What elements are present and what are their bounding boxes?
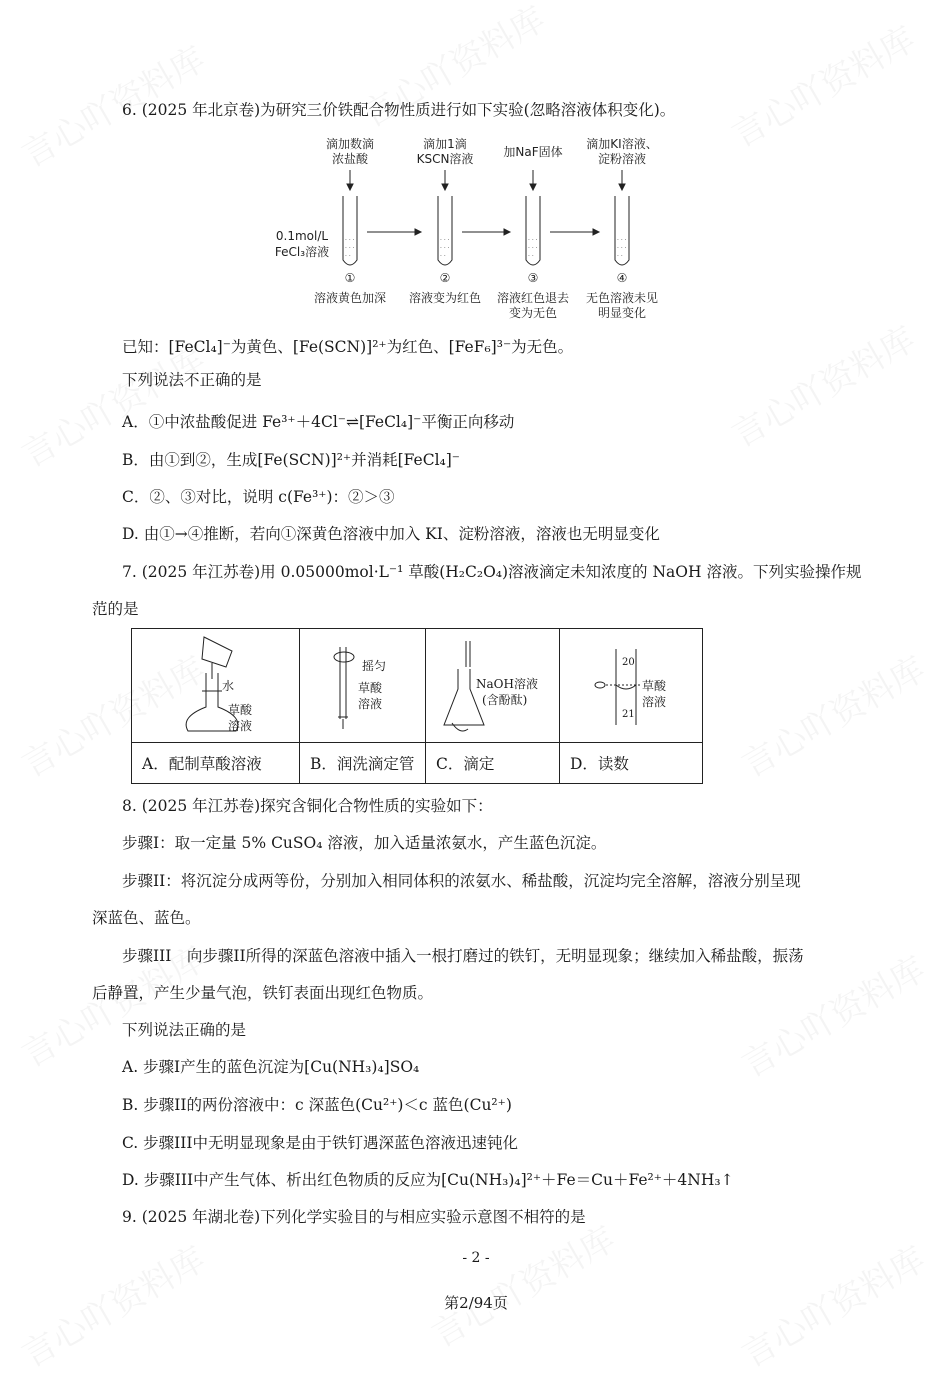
page-number: - 2 - [462, 1250, 490, 1266]
q8-option-a: A. 步骤I产生的蓝色沉淀为[Cu(NH₃)₄]SO₄ [122, 1058, 420, 1076]
tube-num-3: ③ [527, 271, 539, 285]
svg-text:· · ·: · · · [440, 237, 450, 244]
cell-c-image [426, 629, 560, 743]
q8-ask: 下列说法正确的是 [122, 1021, 247, 1039]
cell-d-image [560, 629, 702, 743]
q6-option-c: C．②、③对比，说明 c(Fe³⁺)：②＞③ [122, 488, 395, 506]
label-solution: 溶液 [228, 719, 253, 733]
q7-stem-2: 范的是 [92, 600, 139, 618]
reagent-2a: 滴加1滴 [423, 137, 467, 151]
q8-step1: 步骤I：取一定量 5% CuSO₄ 溶液，加入适量浓氨水，产生蓝色沉淀。 [122, 834, 607, 852]
q6-ask: 下列说法不正确的是 [122, 371, 262, 389]
q8-step3-1: 步骤III 向步骤II所得的深蓝色溶液中插入一根打磨过的铁钉，无明显现象；继续加入稀盐酸，振荡 [122, 947, 804, 965]
obs-3b: 变为无色 [508, 306, 558, 320]
q8-option-d: D. 步骤III中产生气体、析出红色物质的反应为[Cu(NH₃)₄]²⁺＋Fe＝Cu＋Fe²⁺＋4NH₃↑ [122, 1171, 734, 1189]
svg-text:· ·: · · [528, 253, 534, 260]
svg-text:· · ·: · · · [617, 237, 627, 244]
watermark [421, 1212, 622, 1356]
q6-stem: 6. (2025 年北京卷)为研究三价铁配合物性质进行如下实验(忽略溶液体积变化)。 [122, 101, 676, 119]
cell-b-image [300, 629, 426, 743]
obs-2: 溶液变为红色 [408, 291, 482, 305]
label-phenol: (含酚酞) [482, 693, 528, 707]
label-shake: 摇匀 [362, 659, 387, 673]
obs-1: 溶液黄色加深 [313, 291, 387, 305]
svg-text:· · ·: · · · [345, 237, 355, 244]
svg-text:· ·: · · [440, 253, 446, 260]
reagent-2b: KSCN溶液 [416, 152, 474, 166]
svg-text:· ·: · · [617, 253, 623, 260]
q8-stem: 8. (2025 年江苏卷)探究含铜化合物性质的实验如下： [122, 797, 493, 815]
obs-4b: 明显变化 [597, 306, 647, 320]
q6-option-a: A．①中浓盐酸促进 Fe³⁺＋4Cl⁻⇌[FeCl₄]⁻平衡正向移动 [122, 413, 515, 431]
reagent-4b: 淀粉溶液 [597, 152, 647, 166]
label-naoh: NaOH溶液 [476, 677, 538, 691]
q6-figure [270, 132, 690, 327]
q9-stem: 9. (2025 年湖北卷)下列化学实验目的与相应实验示意图不相符的是 [122, 1208, 586, 1226]
obs-4a: 无色溶液未见 [585, 291, 659, 305]
cell-a-image [132, 629, 300, 743]
svg-text:· · ·: · · · [528, 237, 538, 244]
watermark [721, 12, 922, 156]
caption-b: B．润洗滴定管 [300, 743, 426, 783]
reagent-3: 加NaF固体 [503, 145, 563, 159]
q6-option-b: B．由①到②，生成[Fe(SCN)]²⁺并消耗[FeCl₄]⁻ [122, 451, 460, 469]
label-20: 20 [622, 657, 635, 668]
q8-option-b: B. 步骤II的两份溶液中：c 深蓝色(Cu²⁺)＜c 蓝色(Cu²⁺) [122, 1096, 512, 1114]
svg-text:· · ·: · · · [528, 245, 538, 252]
q8-option-c: C. 步骤III中无明显现象是由于铁钉遇深蓝色溶液迅速钝化 [122, 1134, 519, 1152]
q6-option-d: D. 由①→④推断，若向①深黄色溶液中加入 KI、淀粉溶液，溶液也无明显变化 [122, 525, 660, 543]
label-solution-b: 溶液 [358, 697, 383, 711]
svg-text:· ·: · · [345, 253, 351, 260]
svg-text:· · ·: · · · [440, 245, 450, 252]
q6-known: 已知：[FeCl₄]⁻为黄色、[Fe(SCN)]²⁺为红色、[FeF₆]³⁻为无色。 [122, 338, 574, 356]
eye-reading-icon [560, 629, 700, 741]
label-solution-d: 溶液 [642, 695, 667, 709]
tube-num-2: ② [439, 271, 451, 285]
label-oxalic-d: 草酸 [642, 679, 667, 693]
start-label-1: 0.1mol/L [275, 229, 329, 243]
watermark [731, 642, 932, 786]
reagent-1a: 滴加数滴 [325, 137, 375, 151]
label-21: 21 [622, 709, 635, 720]
caption-d: D．读数 [570, 755, 629, 773]
start-label-2: FeCl₃溶液 [274, 245, 330, 259]
volumetric-flask-icon [132, 629, 298, 741]
caption-a: A．配制草酸溶液 [132, 743, 300, 783]
svg-text:· · ·: · · · [345, 245, 355, 252]
q7-stem-1: 7. (2025 年江苏卷)用 0.05000mol·L⁻¹ 草酸(H₂C₂O₄)溶液滴定未知浓度的 NaOH 溶液。下列实验操作规 [122, 563, 862, 581]
label-oxalic-b: 草酸 [358, 681, 383, 695]
label-water: 水 [222, 679, 235, 693]
page-of-total: 第2/94页 [444, 1294, 508, 1312]
tube-num-1: ① [344, 271, 356, 285]
q8-step3-2: 后静置，产生少量气泡，铁钉表面出现红色物质。 [92, 984, 434, 1002]
label-oxalic: 草酸 [228, 703, 253, 717]
obs-3a: 溶液红色退去 [496, 291, 570, 305]
tube-num-4: ④ [616, 271, 628, 285]
reagent-1b: 浓盐酸 [331, 152, 369, 166]
q7-table [131, 628, 703, 784]
q8-step2-2: 深蓝色、蓝色。 [92, 909, 201, 927]
q8-step2-1: 步骤II：将沉淀分成两等份，分别加入相同体积的浓氨水、稀盐酸，沉淀均完全溶解，溶液分别呈现 [122, 872, 801, 890]
reagent-4a: 滴加KI溶液、 [586, 137, 658, 151]
caption-c: C．滴定 [426, 743, 560, 783]
svg-text:· · ·: · · · [617, 245, 627, 252]
